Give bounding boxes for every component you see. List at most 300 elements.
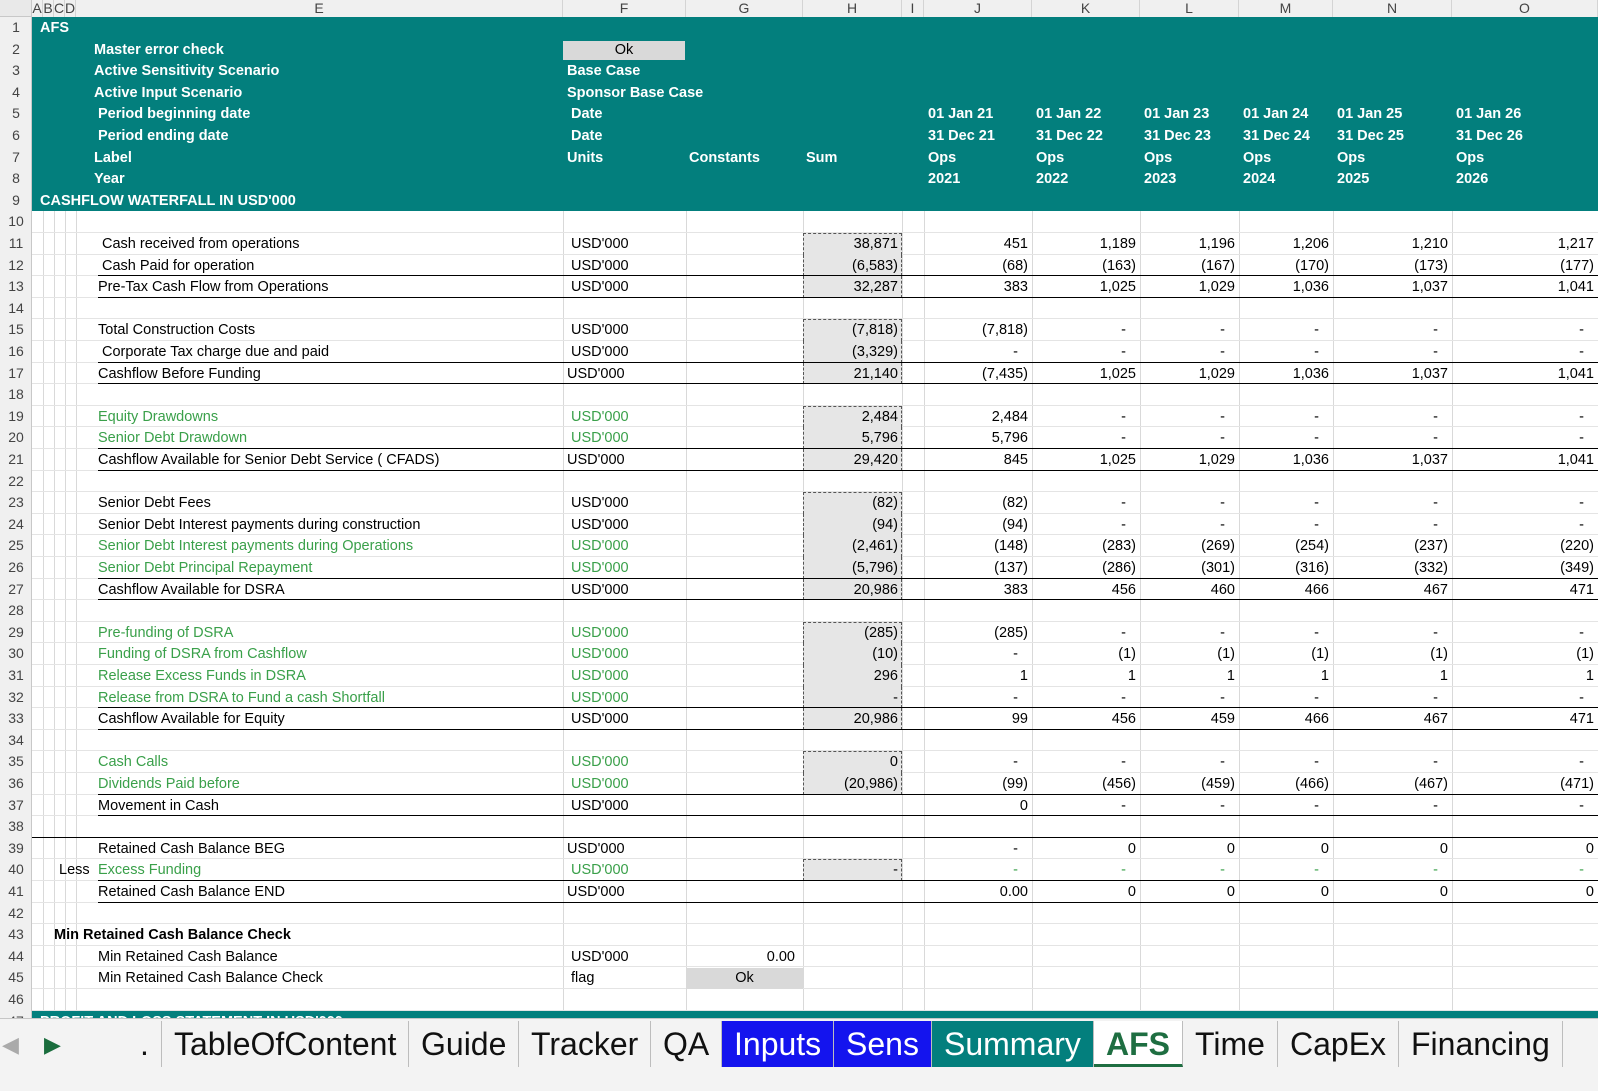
period-value: (286) [1102, 560, 1136, 576]
period-header: Ops [1036, 149, 1065, 166]
period-value: - [1314, 322, 1319, 339]
period-header: 31 Dec 25 [1337, 128, 1404, 144]
period-value: 0 [1127, 840, 1136, 857]
row-label: Pre-funding of DSRA [98, 624, 234, 641]
row-unit: USD'000 [571, 624, 629, 641]
period-value: 99 [1011, 711, 1028, 728]
period-header: 2024 [1243, 171, 1276, 188]
period-header: 01 Jan 23 [1144, 106, 1210, 123]
period-value: - [1314, 624, 1319, 641]
row-unit: USD'000 [571, 862, 629, 879]
period-value: (137) [994, 560, 1028, 576]
row-sum: 21,140 [853, 365, 898, 382]
period-value: - [1013, 754, 1018, 771]
period-value: - [1433, 862, 1438, 879]
period-value: 0 [1226, 840, 1235, 857]
border-line [32, 837, 1598, 838]
period-value: 0 [1439, 840, 1448, 857]
period-value: - [1433, 624, 1438, 641]
row-header[interactable]: 31 [8, 667, 24, 683]
row-label: Total Construction Costs [98, 322, 256, 339]
period-value: - [1121, 344, 1126, 360]
period-value: - [1121, 322, 1126, 339]
sheet-tab-inputs[interactable]: Inputs [722, 1021, 834, 1067]
period-value: - [1220, 754, 1225, 771]
row-header[interactable]: 8 [12, 170, 20, 187]
period-header: 2022 [1036, 171, 1069, 188]
row-unit: USD'000 [571, 689, 629, 706]
period-value: (1) [1118, 646, 1136, 663]
row-label: Release Excess Funds in DSRA [98, 668, 306, 684]
row-unit: USD'000 [571, 236, 629, 252]
row-unit: USD'000 [571, 581, 629, 598]
period-value: - [1579, 862, 1584, 879]
row-header[interactable]: 18 [8, 386, 24, 403]
period-value: - [1579, 408, 1584, 425]
row-sum: (10) [872, 646, 898, 663]
period-value: 1 [1585, 668, 1594, 684]
period-value: - [1013, 344, 1018, 360]
header-row-label: Active Sensitivity Scenario [94, 63, 280, 80]
period-value: 1,025 [1099, 452, 1136, 468]
row-header[interactable]: 3 [12, 62, 20, 79]
scroll-tabs-left-icon[interactable]: ◀ [2, 1033, 19, 1058]
period-value: - [1579, 495, 1584, 512]
row-header[interactable]: 16 [8, 343, 24, 359]
row-header[interactable]: 6 [12, 127, 20, 143]
row-unit: USD'000 [571, 948, 629, 965]
row-label: Senior Debt Interest payments during construction [98, 516, 421, 533]
period-value: - [1013, 646, 1018, 663]
period-value: (163) [1102, 257, 1136, 274]
total-border-bottom [98, 297, 1598, 298]
row-header[interactable]: 2 [12, 40, 20, 57]
row-sum: 296 [873, 668, 898, 684]
period-value: 466 [1304, 581, 1329, 598]
row-header[interactable]: 20 [8, 429, 24, 446]
sheet-tab-sens[interactable]: Sens [834, 1021, 932, 1067]
period-header: 2026 [1456, 171, 1489, 188]
sheet-tab-summary[interactable]: Summary [932, 1021, 1094, 1067]
period-value: - [1013, 862, 1018, 879]
gridline [32, 966, 1598, 967]
row-label: Cash Calls [98, 754, 169, 771]
period-value: 467 [1423, 581, 1448, 598]
period-value: (94) [1002, 516, 1028, 533]
period-value: - [1121, 797, 1126, 814]
period-value: - [1579, 689, 1584, 706]
row-header[interactable]: 9 [12, 191, 20, 208]
period-value: - [1220, 495, 1225, 512]
total-border-top [98, 362, 1598, 363]
period-value: - [1220, 797, 1225, 814]
period-value: - [1121, 495, 1126, 512]
row-unit: USD'000 [571, 516, 629, 533]
row-unit: USD'000 [571, 560, 629, 576]
row-header[interactable]: 30 [8, 645, 24, 662]
row-sum: 5,796 [861, 430, 898, 447]
period-value: - [1579, 430, 1584, 447]
period-value: 1,029 [1198, 365, 1235, 382]
period-value: (173) [1414, 257, 1448, 274]
row-header[interactable]: 34 [8, 731, 24, 748]
period-value: (269) [1201, 538, 1235, 555]
row-header[interactable]: 37 [8, 796, 24, 813]
row-sum: 0 [889, 754, 898, 771]
period-value: (82) [1002, 495, 1028, 512]
period-value: 466 [1304, 711, 1329, 728]
period-header: Ops [928, 149, 957, 166]
row-header[interactable]: 38 [8, 818, 24, 835]
period-value: 0.00 [999, 884, 1028, 900]
row-unit: USD'000 [571, 646, 629, 663]
row-unit: USD'000 [571, 257, 629, 274]
column-header[interactable]: J [924, 0, 1032, 17]
row-label: Senior Debt Drawdown [98, 430, 248, 447]
period-value: (1) [1576, 646, 1594, 663]
row-sum: - [893, 862, 898, 879]
row-header[interactable]: 15 [8, 321, 24, 338]
row-header[interactable]: 24 [8, 515, 24, 532]
row-header[interactable]: 4 [12, 83, 20, 100]
total-border-top [98, 794, 1598, 795]
header-row-label: Master error check [94, 41, 224, 58]
period-value: - [1433, 689, 1438, 706]
row-headers [0, 17, 32, 1018]
period-value: 0 [1320, 884, 1329, 900]
row-header[interactable]: 1 [12, 19, 20, 35]
period-value: (177) [1560, 257, 1594, 274]
period-value: - [1121, 624, 1126, 641]
row-unit: USD'000 [567, 840, 625, 857]
row-header[interactable]: 11 [8, 235, 24, 251]
column-header[interactable]: N [1333, 0, 1452, 17]
sheet-tab-guide[interactable]: Guide [409, 1021, 519, 1067]
period-value: 456 [1111, 581, 1136, 598]
period-value: - [1314, 689, 1319, 706]
column-header[interactable]: H [803, 0, 902, 17]
period-value: - [1579, 322, 1584, 339]
period-value: 1,206 [1292, 236, 1329, 252]
select-all-corner[interactable] [0, 0, 32, 17]
row-header[interactable]: 14 [8, 299, 24, 316]
header-row-label: Period ending date [98, 128, 229, 144]
period-value: (285) [994, 624, 1028, 641]
row-label: Cash Paid for operation [102, 257, 255, 274]
period-value: - [1314, 408, 1319, 425]
section-title: CASHFLOW WATERFALL IN USD'000 [40, 192, 296, 209]
row-header[interactable]: 17 [8, 364, 24, 381]
period-value: (1) [1311, 646, 1329, 663]
row-header[interactable]: 10 [8, 213, 24, 230]
constant-value: 0.00 [766, 948, 795, 965]
row-header[interactable]: 28 [8, 602, 24, 619]
row-unit: USD'000 [571, 754, 629, 771]
column-header[interactable]: C [54, 0, 65, 16]
row-unit: USD'000 [567, 452, 625, 468]
row-header[interactable]: 45 [8, 969, 24, 986]
sheet-tab-tracker[interactable]: Tracker [519, 1021, 651, 1067]
period-value: - [1220, 408, 1225, 425]
period-header: Ops [1456, 149, 1485, 166]
row-prefix: Less [59, 862, 90, 879]
row-header[interactable]: 36 [8, 775, 24, 791]
gridline [32, 945, 1598, 946]
period-value: - [1579, 754, 1584, 771]
row-header[interactable]: 44 [8, 947, 24, 964]
row-header[interactable]: 27 [8, 580, 24, 597]
column-header[interactable]: K [1032, 0, 1140, 17]
row-sum: (7,818) [852, 322, 898, 339]
master-error-check-value: Ok [563, 41, 685, 61]
period-value: (237) [1414, 538, 1448, 555]
header-row-label: Active Input Scenario [94, 84, 243, 101]
period-value: 459 [1210, 711, 1235, 728]
min-cash-check-flag: Ok [686, 968, 803, 989]
row-header[interactable]: 41 [8, 883, 24, 899]
period-header: 2023 [1144, 171, 1177, 188]
period-value: (467) [1414, 776, 1448, 792]
period-value: (7,818) [982, 322, 1028, 339]
row-label: Cashflow Available for Equity [98, 711, 285, 728]
period-header: 31 Dec 26 [1456, 128, 1523, 144]
period-value: 0 [1226, 884, 1235, 900]
period-header: 01 Jan 26 [1456, 106, 1522, 123]
row-sum: 2,484 [861, 408, 898, 425]
row-header[interactable]: 32 [8, 688, 24, 705]
sheet-tab-financing[interactable]: Financing [1399, 1021, 1563, 1067]
column-header[interactable]: E [76, 0, 563, 17]
period-value: - [1433, 797, 1438, 814]
period-value: - [1433, 322, 1438, 339]
column-header[interactable]: A [32, 0, 42, 16]
period-value: 1,029 [1198, 279, 1235, 296]
column-header[interactable]: L [1140, 0, 1239, 17]
row-header[interactable]: 35 [8, 753, 24, 770]
period-header: 31 Dec 23 [1144, 128, 1211, 144]
row-sum: (3,329) [852, 344, 898, 360]
period-header: 2025 [1337, 171, 1370, 188]
period-header: 01 Jan 21 [928, 106, 994, 123]
period-value: (466) [1295, 776, 1329, 792]
row-header[interactable]: 19 [8, 407, 24, 424]
period-value: 1 [1320, 668, 1329, 684]
row-label: Movement in Cash [98, 797, 219, 814]
total-border-bottom [98, 599, 1598, 600]
period-value: - [1314, 797, 1319, 814]
row-label: Excess Funding [98, 862, 202, 879]
header-sum: Sum [806, 149, 838, 166]
total-border-bottom [98, 383, 1598, 384]
row-header[interactable]: 25 [8, 537, 24, 554]
gridline [32, 988, 1598, 989]
period-value: 471 [1569, 711, 1594, 728]
row-sum: 29,420 [853, 452, 898, 468]
period-value: 5,796 [991, 430, 1028, 447]
row-header[interactable]: 40 [8, 861, 24, 878]
header-row-label: Label [94, 149, 132, 166]
period-value: (170) [1295, 257, 1329, 274]
period-value: - [1013, 689, 1018, 706]
period-value: 1,036 [1292, 279, 1329, 296]
sheet-tab-capex[interactable]: CapEx [1278, 1021, 1399, 1067]
row-sum: (94) [872, 516, 898, 533]
period-header: 2021 [928, 171, 961, 188]
column-header[interactable]: B [43, 0, 53, 16]
column-headers [32, 0, 1598, 18]
row-unit: USD'000 [571, 538, 629, 555]
row-header[interactable]: 39 [8, 839, 24, 856]
period-value: 451 [1003, 236, 1028, 252]
period-value: 1,217 [1557, 236, 1594, 252]
period-value: 1,041 [1557, 452, 1594, 468]
row-label: Cashflow Before Funding [98, 365, 261, 382]
period-value: (332) [1414, 560, 1448, 576]
header-row-f: Date [571, 128, 603, 144]
period-value: (254) [1295, 538, 1329, 555]
period-header: 31 Dec 24 [1243, 128, 1310, 144]
row-label: Cash received from operations [102, 236, 300, 252]
scroll-tabs-right-icon[interactable]: ▶ [44, 1033, 61, 1058]
period-value: - [1121, 754, 1126, 771]
row-label: Retained Cash Balance END [98, 884, 285, 900]
row-unit: USD'000 [567, 884, 625, 900]
row-label: Dividends Paid before [98, 776, 240, 792]
row-header[interactable]: 7 [12, 148, 20, 165]
sheet-tab-tableofcontent[interactable]: TableOfContent [162, 1021, 409, 1067]
column-header[interactable]: M [1239, 0, 1333, 17]
row-sum: 32,287 [853, 279, 898, 296]
period-value: 0 [1320, 840, 1329, 857]
row-label: Min Retained Cash Balance Check [98, 970, 323, 987]
period-value: 1,036 [1292, 452, 1329, 468]
period-value: 1,041 [1557, 279, 1594, 296]
row-header[interactable]: 26 [8, 559, 24, 575]
period-value: (459) [1201, 776, 1235, 792]
period-header: 01 Jan 25 [1337, 106, 1403, 123]
period-value: 1,037 [1411, 279, 1448, 296]
row-header[interactable]: 42 [8, 904, 24, 921]
row-header[interactable]: 21 [8, 451, 24, 467]
row-sum: (2,461) [852, 538, 898, 555]
row-sum: (20,986) [843, 776, 898, 792]
period-value: - [1220, 322, 1225, 339]
period-value: - [1121, 430, 1126, 447]
total-border-top [98, 275, 1598, 276]
period-value: - [1314, 344, 1319, 360]
column-header[interactable]: F [563, 0, 686, 17]
sheet-tab-dot[interactable]: . [128, 1021, 162, 1067]
row-header[interactable]: 13 [8, 278, 24, 295]
row-unit: USD'000 [571, 322, 629, 339]
period-value: (1) [1430, 646, 1448, 663]
row-label: Senior Debt Interest payments during Operations [98, 538, 414, 555]
row-unit: USD'000 [571, 408, 629, 425]
row-sum: - [893, 689, 898, 706]
period-header: 31 Dec 21 [928, 128, 995, 144]
total-border-bottom [98, 470, 1598, 471]
period-value: - [1433, 430, 1438, 447]
period-value: - [1220, 862, 1225, 879]
row-header[interactable]: 5 [12, 105, 20, 122]
period-value: 0 [1019, 797, 1028, 814]
period-value: (68) [1002, 257, 1028, 274]
period-value: 1,025 [1099, 279, 1136, 296]
period-value: - [1220, 516, 1225, 533]
period-value: (1) [1217, 646, 1235, 663]
row-sum: (5,796) [852, 560, 898, 576]
period-value: - [1579, 624, 1584, 641]
row-label: Corporate Tax charge due and paid [102, 344, 330, 360]
row-unit: USD'000 [571, 711, 629, 728]
period-value: 1,029 [1198, 452, 1235, 468]
row-unit: USD'000 [571, 344, 629, 360]
period-value: 1,196 [1198, 236, 1235, 252]
period-value: 1,037 [1411, 452, 1448, 468]
period-value: - [1121, 516, 1126, 533]
period-value: (283) [1102, 538, 1136, 555]
total-border-bottom [98, 902, 1598, 903]
header-constants: Constants [689, 149, 760, 166]
total-border-bottom [98, 815, 1598, 816]
period-value: - [1220, 689, 1225, 706]
header-row-f: Sponsor Base Case [567, 84, 704, 101]
gridline [65, 211, 66, 1010]
row-header[interactable]: 23 [8, 494, 24, 511]
period-value: - [1013, 840, 1018, 857]
period-value: - [1121, 408, 1126, 425]
period-value: - [1579, 797, 1584, 814]
row-header[interactable]: 43 [8, 926, 24, 943]
period-header: Ops [1337, 149, 1366, 166]
period-value: - [1220, 624, 1225, 641]
period-value: - [1314, 862, 1319, 879]
period-header: Ops [1243, 149, 1272, 166]
header-row-f: Date [571, 106, 603, 123]
row-unit: flag [571, 970, 595, 987]
sheet-label: AFS [40, 20, 69, 36]
period-value: 1,189 [1099, 236, 1136, 252]
column-header[interactable]: O [1452, 0, 1598, 17]
period-value: - [1433, 408, 1438, 425]
period-value: 1 [1226, 668, 1235, 684]
row-header[interactable]: 29 [8, 623, 24, 640]
row-header[interactable]: 22 [8, 472, 24, 489]
period-value: (99) [1002, 776, 1028, 792]
sheet-tab-qa[interactable]: QA [651, 1021, 722, 1067]
period-value: 2,484 [991, 408, 1028, 425]
period-value: 0 [1585, 884, 1594, 900]
sheet-tab-afs[interactable]: AFS [1094, 1021, 1183, 1067]
period-value: 0 [1439, 884, 1448, 900]
row-label: Equity Drawdowns [98, 408, 219, 425]
row-sum: (6,583) [852, 257, 898, 274]
column-header[interactable]: D [65, 0, 76, 16]
row-sum: (82) [872, 495, 898, 512]
row-header[interactable]: 33 [8, 710, 24, 727]
row-sum: 20,986 [853, 711, 898, 728]
row-header[interactable]: 12 [8, 256, 24, 273]
period-value: - [1314, 495, 1319, 512]
sheet-tab-time[interactable]: Time [1183, 1021, 1278, 1067]
total-border-bottom [98, 729, 1598, 730]
total-border-top [98, 578, 1598, 579]
column-header[interactable]: G [686, 0, 803, 17]
row-header[interactable]: 46 [8, 991, 24, 1007]
column-header[interactable]: I [902, 0, 924, 17]
period-value: (167) [1201, 257, 1235, 274]
period-value: 383 [1003, 581, 1028, 598]
